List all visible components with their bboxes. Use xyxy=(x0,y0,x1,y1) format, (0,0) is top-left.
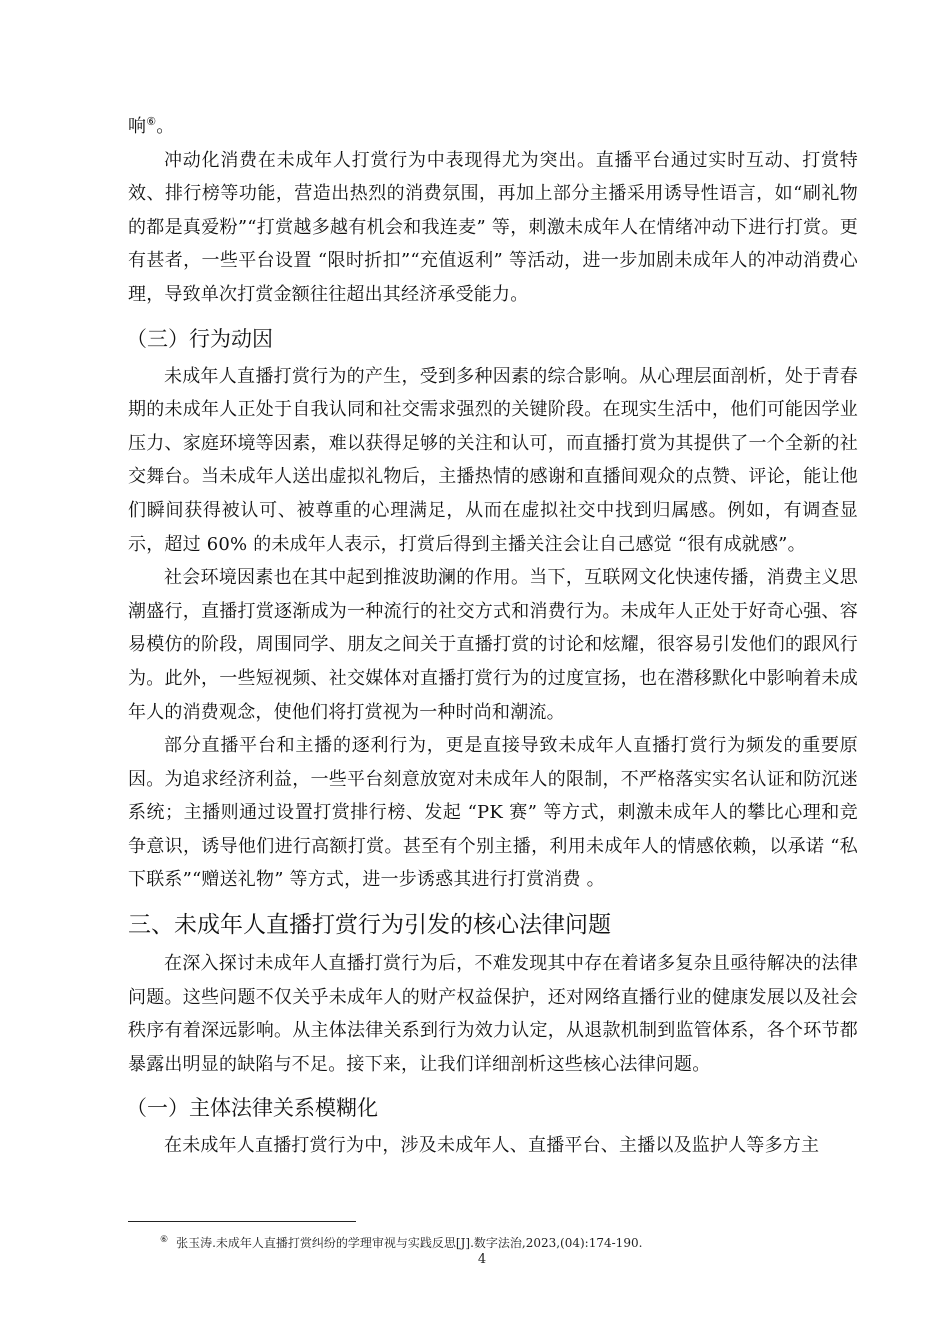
continuation-text: 响 xyxy=(128,116,147,137)
footnote-reference[interactable]: ⑥ xyxy=(146,115,157,128)
chapter-heading-legal-issues: 三、未成年人直播打赏行为引发的核心法律问题 xyxy=(128,912,611,939)
continuation-line xyxy=(128,110,858,144)
continuation-end: 。 xyxy=(156,116,175,137)
page-body xyxy=(128,110,858,1163)
section-heading-motives: （三）行为动因 xyxy=(126,326,273,351)
section-heading-subject-relations: （一）主体法律关系模糊化 xyxy=(126,1096,378,1121)
page-number: 4 xyxy=(477,1252,487,1267)
paragraph-impulsive-consumption: 冲动化消费在未成年人打赏行为中表现得尤为突出。直播平台通过实时互动、打赏特效、排行榜等功能，营造出热烈的消费氛围，再加上部分主播采用诱导性语言，如“刷礼物的都是真爱粉”“打赏越多越有机会和我连麦” 等，刺激未成年人在情绪冲动下进行打赏。更有甚者，一些平台设置 “限时折扣”“充值返利” 等活动，进一步加剧未成年人的冲动消费心理，导致单次打赏金额往往超出其经济承受能力。 xyxy=(128,149,858,305)
paragraph-psychological-factors: 未成年人直播打赏行为的产生，受到多种因素的综合影响。从心理层面剖析，处于青春期的未成年人正处于自我认同和社交需求强烈的关键阶段。在现实生活中，他们可能因学业压力、家庭环境等因素，难以获得足够的关注和认可，而直播打赏为其提供了一个全新的社交舞台。当未成年人送出虚拟礼物后，主播热情的感谢和直播间观众的点赞、评论，能让他们瞬间获得被认可、被尊重的心理满足，从而在虚拟社交中找到归属感。例如，有调查显示，超过 60% 的未成年人表示，打赏后得到主播关注会让自己感觉 “很有成就感”。 xyxy=(128,365,858,555)
paragraph-platform-profit: 部分直播平台和主播的逐利行为，更是直接导致未成年人直播打赏行为频发的重要原因。为追求经济利益，一些平台刻意放宽对未成年人的限制，不严格落实实名认证和防沉迷系统；主播则通过设置打赏排行榜、发起 “PK 赛” 等方式，刺激未成年人的攀比心理和竞争意识，诱导他们进行高额打赏。甚至有个别主播，利用未成年人的情感依赖，以承诺 “私下联系”“赠送礼物” 等方式，进一步诱惑其进行打赏消费 。 xyxy=(128,735,858,891)
footnote-marker: ⑥ xyxy=(160,1235,169,1245)
footnote-text: 张玉涛.未成年人直播打赏纠纷的学理审视与实践反思[J].数字法治,2023,(04):174-190. xyxy=(176,1236,643,1250)
paragraph-subject-relations: 在未成年人直播打赏行为中，涉及未成年人、直播平台、主播以及监护人等多方主 xyxy=(164,1135,820,1157)
footnote-separator xyxy=(128,1221,356,1222)
footnote xyxy=(160,1234,642,1252)
paragraph-legal-intro: 在深入探讨未成年人直播打赏行为后，不难发现其中存在着诸多复杂且亟待解决的法律问题。这些问题不仅关乎未成年人的财产权益保护，还对网络直播行业的健康发展以及社会秩序有着深远影响。从主体法律关系到行为效力认定，从退款机制到监管体系，各个环节都暴露出明显的缺陷与不足。接下来，让我们详细剖析这些核心法律问题。 xyxy=(128,953,858,1075)
paragraph-social-environment: 社会环境因素也在其中起到推波助澜的作用。当下，互联网文化快速传播，消费主义思潮盛行，直播打赏逐渐成为一种流行的社交方式和消费行为。未成年人正处于好奇心强、容易模仿的阶段，周围同学、朋友之间关于直播打赏的讨论和炫耀，很容易引发他们的跟风行为。此外，一些短视频、社交媒体对直播打赏行为的过度宣扬，也在潜移默化中影响着未成年人的消费观念，使他们将打赏视为一种时尚和潮流。 xyxy=(128,567,858,723)
